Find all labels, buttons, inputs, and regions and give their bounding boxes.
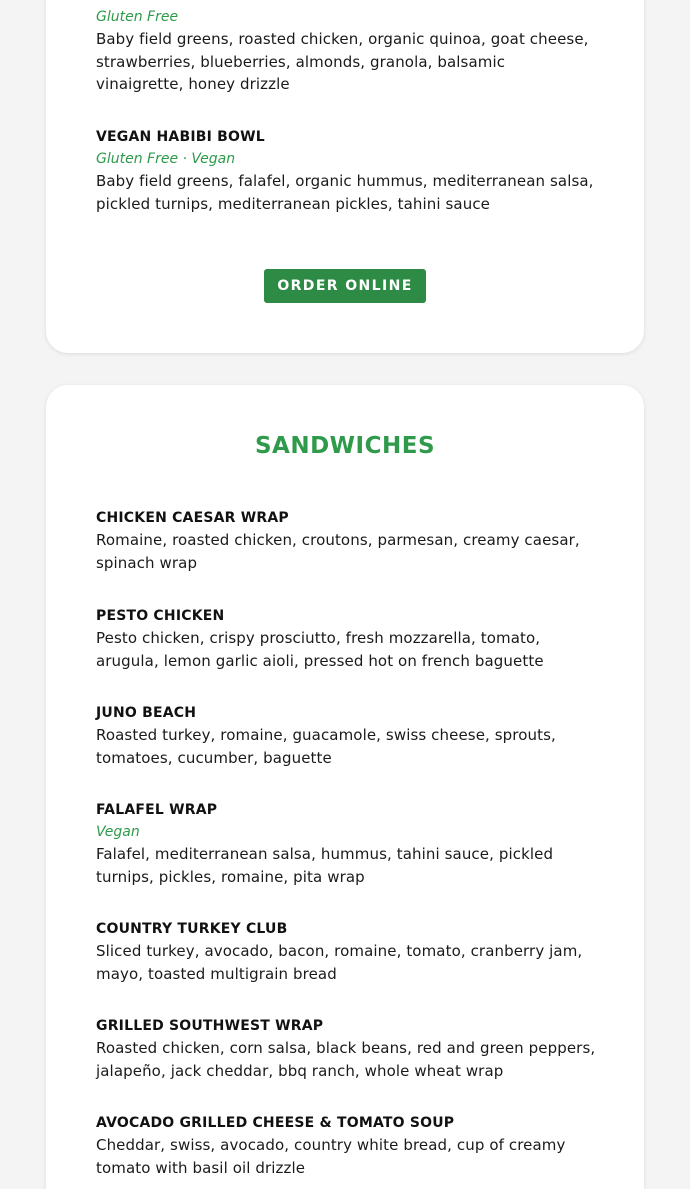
item-name: COUNTRY TURKEY CLUB xyxy=(96,921,288,937)
item-description: Sliced turkey, avocado, bacon, romaine, tomato, cranberry jam, mayo, toasted multigrain bread xyxy=(96,942,583,983)
menu-item xyxy=(96,507,596,574)
item-name: FALAFEL WRAP xyxy=(96,802,218,818)
item-description: Falafel, mediterranean salsa, hummus, tahini sauce, pickled turnips, pickles, romaine, pita wrap xyxy=(96,845,554,886)
item-description: Pesto chicken, crispy prosciutto, fresh mozzarella, tomato, arugula, lemon garlic aioli, pressed hot on french baguette xyxy=(96,629,544,670)
item-name: JUNO BEACH xyxy=(96,705,197,721)
menu-item xyxy=(96,126,596,215)
menu-item xyxy=(96,1112,596,1179)
item-dietary-tags: Gluten Free · Vegan xyxy=(96,151,236,167)
sandwiches-card xyxy=(46,385,644,1189)
item-name: CHICKEN CAESAR WRAP xyxy=(96,510,289,526)
order-online-button[interactable]: ORDER ONLINE xyxy=(264,269,426,303)
item-dietary-tags: Vegan xyxy=(96,824,140,840)
item-name: AVOCADO GRILLED CHEESE & TOMATO SOUP xyxy=(96,1115,455,1131)
menu-item xyxy=(96,918,596,985)
item-description: Baby field greens, roasted chicken, organic quinoa, goat cheese, strawberries, blueberries, almonds, granola, balsamic vinaigrette, honey drizzle xyxy=(96,30,589,93)
item-description: Roasted chicken, corn salsa, black beans, red and green peppers, jalapeño, jack cheddar, bbq ranch, whole wheat wrap xyxy=(96,1039,596,1080)
menu-item xyxy=(96,6,596,96)
item-dietary-tags: Gluten Free xyxy=(96,9,179,25)
item-description: Roasted turkey, romaine, guacamole, swiss cheese, sprouts, tomatoes, cucumber, baguette xyxy=(96,726,556,767)
menu-item xyxy=(96,605,596,672)
menu-item xyxy=(96,1015,596,1082)
salads-card xyxy=(46,0,644,353)
item-description: Romaine, roasted chicken, croutons, parmesan, creamy caesar, spinach wrap xyxy=(96,531,580,572)
menu-item xyxy=(96,799,596,888)
item-name: GRILLED SOUTHWEST WRAP xyxy=(96,1018,324,1034)
item-description: Cheddar, swiss, avocado, country white bread, cup of creamy tomato with basil oil drizzle xyxy=(96,1136,566,1177)
menu-item xyxy=(96,702,596,769)
item-name: VEGAN HABIBI BOWL xyxy=(96,129,265,145)
item-description: Baby field greens, falafel, organic hummus, mediterranean salsa, pickled turnips, mediterranean pickles, tahini sauce xyxy=(96,172,594,213)
item-name: PESTO CHICKEN xyxy=(96,608,225,624)
section-title: SANDWICHES xyxy=(254,433,436,459)
